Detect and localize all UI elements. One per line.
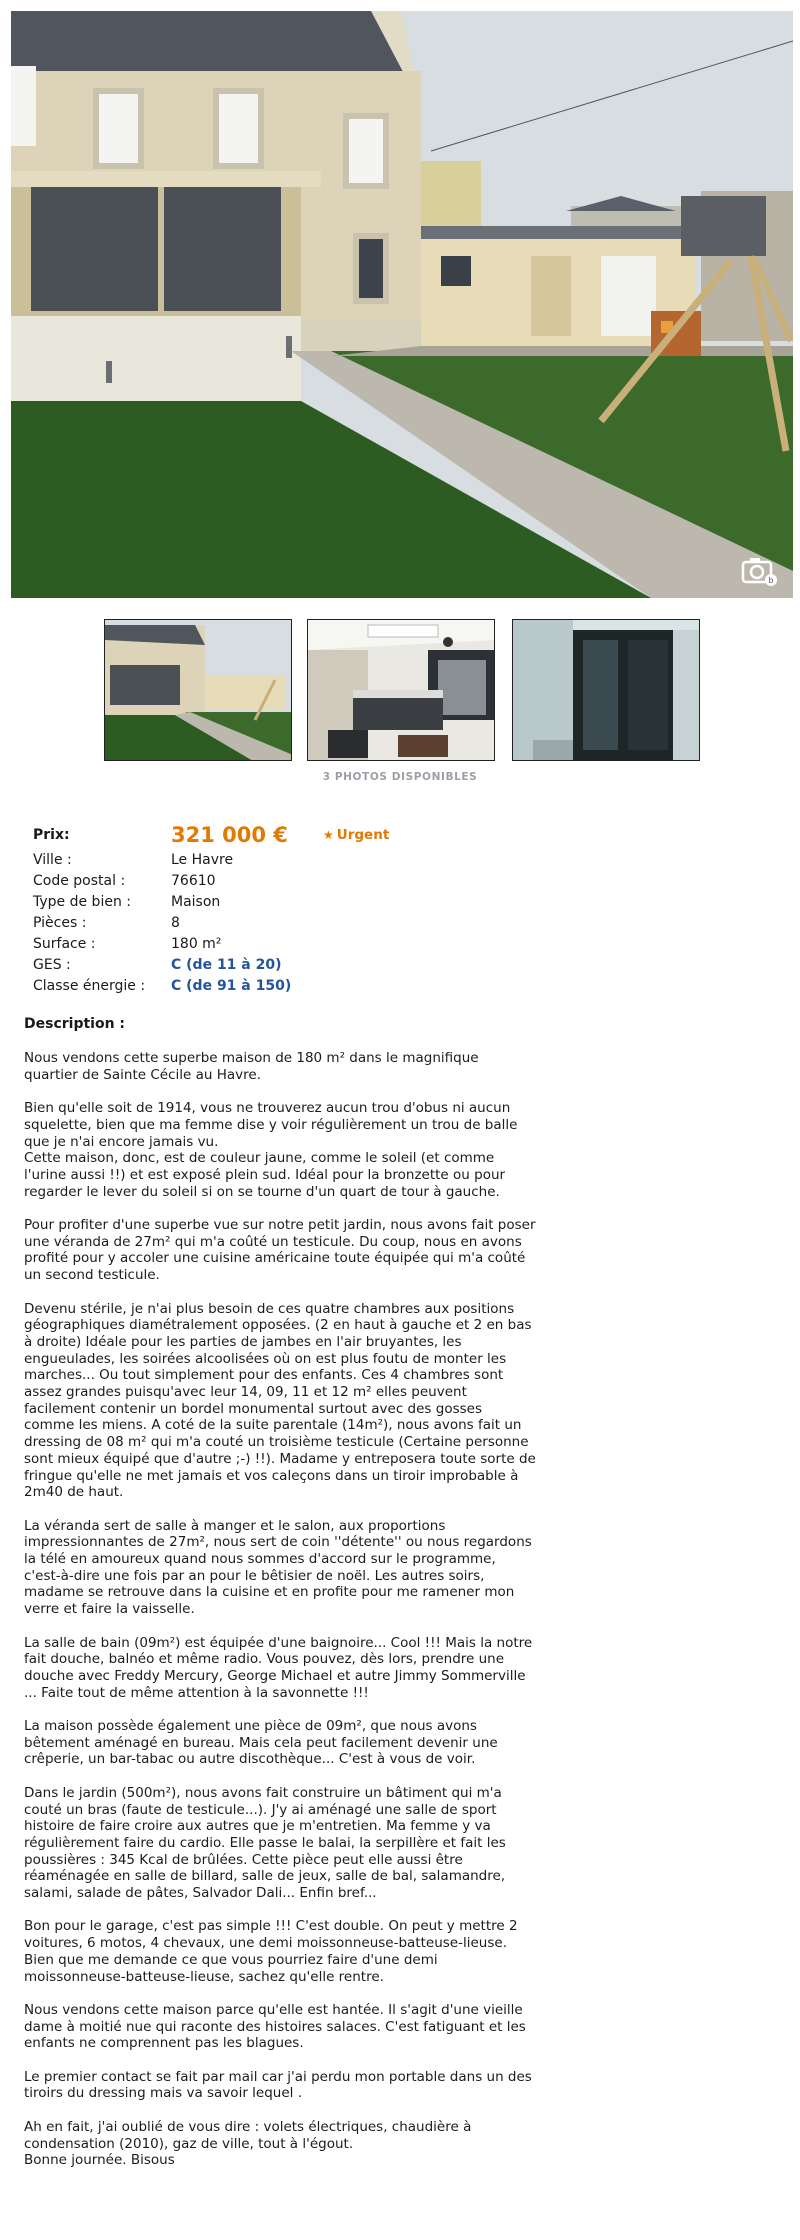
description-body bbox=[24, 1050, 536, 2169]
photo-count: 3 PHOTOS DISPONIBLES bbox=[322, 771, 478, 783]
field-label: Ville : bbox=[33, 852, 72, 868]
urgent-badge bbox=[323, 820, 389, 850]
star-icon: ★ bbox=[323, 828, 334, 842]
field-ville bbox=[33, 850, 753, 871]
price-value: 321 000 € bbox=[171, 823, 288, 847]
thumbnail-kitchen[interactable] bbox=[307, 619, 495, 761]
house-exterior-illustration bbox=[11, 11, 793, 598]
description-paragraph: Bien qu'elle soit de 1914, vous ne trouverez aucun trou d'obus ni aucun squelette, bien que ma femme dise y voir régulièrement un trou de balle que je n'ai encore jamais vu. Cette maison, donc, est de couleur jaune, comme le soleil (et comme l'urine aussi !!) et est exposé plein sud. Idéal pour la bronzette ou pour regarder le lever du soleil si on se tourne d'un quart de tour à gauche. bbox=[24, 1100, 518, 1200]
field-label: Type de bien : bbox=[33, 894, 131, 910]
description-paragraph: Devenu stérile, je n'ai plus besoin de ces quatre chambres aux positions géographiques diamétralement opposées. (2 en haut à gauche et 2 en bas à droite) Idéale pour les parties de jambes en l'air bruyantes, les engueulades, les soirées alcoolisées où on est plus foutu de monter les marches... Ou tout simplement pour des enfants. Ces 4 chambres sont assez grandes puisqu'avec leur 14, 09, 11 et 12 m² elles peuvent facilement contenir un bordel monumental surtout avec des gosses comme les miens. A coté de la suite parentale (14m²), nous avons fait un dressing de 08 m² qui m'a couté un troisième testicule (Certaine personne sont mieux équipé que d'autre ;-) !!). Madame y entreposera toute sorte de fringue qu'elle ne met jamais et vos caleçons dans un tiroir improbable à 2m40 de haut. bbox=[24, 1300, 536, 1501]
price-row bbox=[33, 820, 753, 850]
field-classe-energie bbox=[33, 976, 753, 997]
field-pieces bbox=[33, 913, 753, 934]
ges-link[interactable]: C (de 11 à 20) bbox=[171, 957, 282, 973]
description-paragraph: Nous vendons cette superbe maison de 180 m² dans le magnifique quartier de Sainte Cécile au Havre. bbox=[24, 1050, 479, 1083]
description-paragraph: Bon pour le garage, c'est pas simple !!! C'est double. On peut y mettre 2 voitures, 6 motos, 4 chevaux, une demi moissonneuse-batteuse-lieuse. Bien que me demande ce que vous pourriez faire d'une demi moissonneuse-batteuse-lieuse, sachez qu'elle rentre. bbox=[24, 1918, 518, 1985]
photo-thumbnails bbox=[104, 619, 704, 761]
field-ges bbox=[33, 955, 753, 976]
field-label: GES : bbox=[33, 957, 71, 973]
camera-icon bbox=[739, 554, 779, 586]
description-paragraph: La salle de bain (09m²) est équipée d'une baignoire... Cool !!! Mais la notre fait douche, balnéo et même radio. Vous pouvez, dès lors, prendre une douche avec Freddy Mercury, George Michael et autre Jimmy Sommerville ... Faite tout de même attention à la savonnette !!! bbox=[24, 1634, 533, 1701]
listing-details bbox=[33, 820, 753, 997]
urgent-label: Urgent bbox=[336, 827, 390, 843]
main-photo[interactable] bbox=[11, 11, 793, 598]
field-value: 76610 bbox=[171, 873, 216, 889]
field-value: Maison bbox=[171, 894, 221, 910]
description-paragraph: Nous vendons cette maison parce qu'elle est hantée. Il s'agit d'une vieille dame à moitié nue qui raconte des histoires salaces. C'est fatiguant et les enfants ne comprennent pas les blagues. bbox=[24, 2001, 526, 2052]
shower-thumbnail-illustration bbox=[513, 620, 700, 761]
field-value: 180 m² bbox=[171, 936, 222, 952]
field-code-postal bbox=[33, 871, 753, 892]
description-paragraph: La maison possède également une pièce de 09m², que nous avons bêtement aménagé en bureau. Mais cela peut facilement devenir une crêperie, un bar-tabac ou autre discothèque... C'est à vous de voir. bbox=[24, 1718, 498, 1768]
thumbnail-house[interactable] bbox=[104, 619, 292, 761]
thumbnail-shower[interactable] bbox=[512, 619, 700, 761]
house-thumbnail-illustration bbox=[105, 620, 292, 761]
kitchen-thumbnail-illustration bbox=[308, 620, 495, 761]
description-title: Description : bbox=[24, 1016, 126, 1032]
price-label: Prix: bbox=[33, 827, 70, 843]
description-paragraph: Le premier contact se fait par mail car j'ai perdu mon portable dans un des tiroirs du dressing mais va savoir lequel . bbox=[24, 2068, 532, 2102]
svg-text:b: b bbox=[768, 576, 774, 585]
description-paragraph: Pour profiter d'une superbe vue sur notre petit jardin, nous avons fait poser une véranda de 27m² qui m'a coûté un testicule. Du coup, nous en avons profité pour y accoler une cuisine américaine toute équipée qui m'a coûté un second testicule. bbox=[24, 1217, 536, 1284]
description-paragraph: Dans le jardin (500m²), nous avons fait construire un bâtiment qui m'a couté un bras (faute de testicule...). J'y ai aménagé une salle de sport histoire de faire croire aux autres que je m'entretien. Ma femme y va régulièrement faire du cardio. Elle passe le balai, la serpillère et fait les poussières : 345 Kcal de brûlées. Cette pièce peut elle aussi être réaménagée en salle de billard, salle de jeux, salle de bal, salamandre, salami, salade de pâtes, Salvador Dali... Enfin bref... bbox=[24, 1784, 506, 1902]
field-label: Classe énergie : bbox=[33, 978, 146, 994]
field-value: Le Havre bbox=[171, 852, 234, 868]
field-label: Pièces : bbox=[33, 915, 87, 931]
field-value: 8 bbox=[171, 915, 180, 931]
field-label: Code postal : bbox=[33, 873, 126, 889]
field-label: Surface : bbox=[33, 936, 96, 952]
energy-class-link[interactable]: C (de 91 à 150) bbox=[171, 978, 292, 994]
description-paragraph: La véranda sert de salle à manger et le salon, aux proportions impressionnantes de 27m², nous sert de coin ''détente'' ou nous regardons la télé en amoureux quand nous sommes d'accord sur le programme, c'est-à-dire une fois par an pour le bêtisier de noël. Les autres soirs, madame se retrouve dans la cuisine et en profite pour me ramener mon verre et faire la vaisselle. bbox=[24, 1517, 532, 1618]
field-type-de-bien bbox=[33, 892, 753, 913]
field-surface bbox=[33, 934, 753, 955]
description-paragraph: Ah en fait, j'ai oublié de vous dire : volets électriques, chaudière à condensation (2010), gaz de ville, tout à l'égout. Bonne journée. Bisous bbox=[24, 2118, 472, 2169]
